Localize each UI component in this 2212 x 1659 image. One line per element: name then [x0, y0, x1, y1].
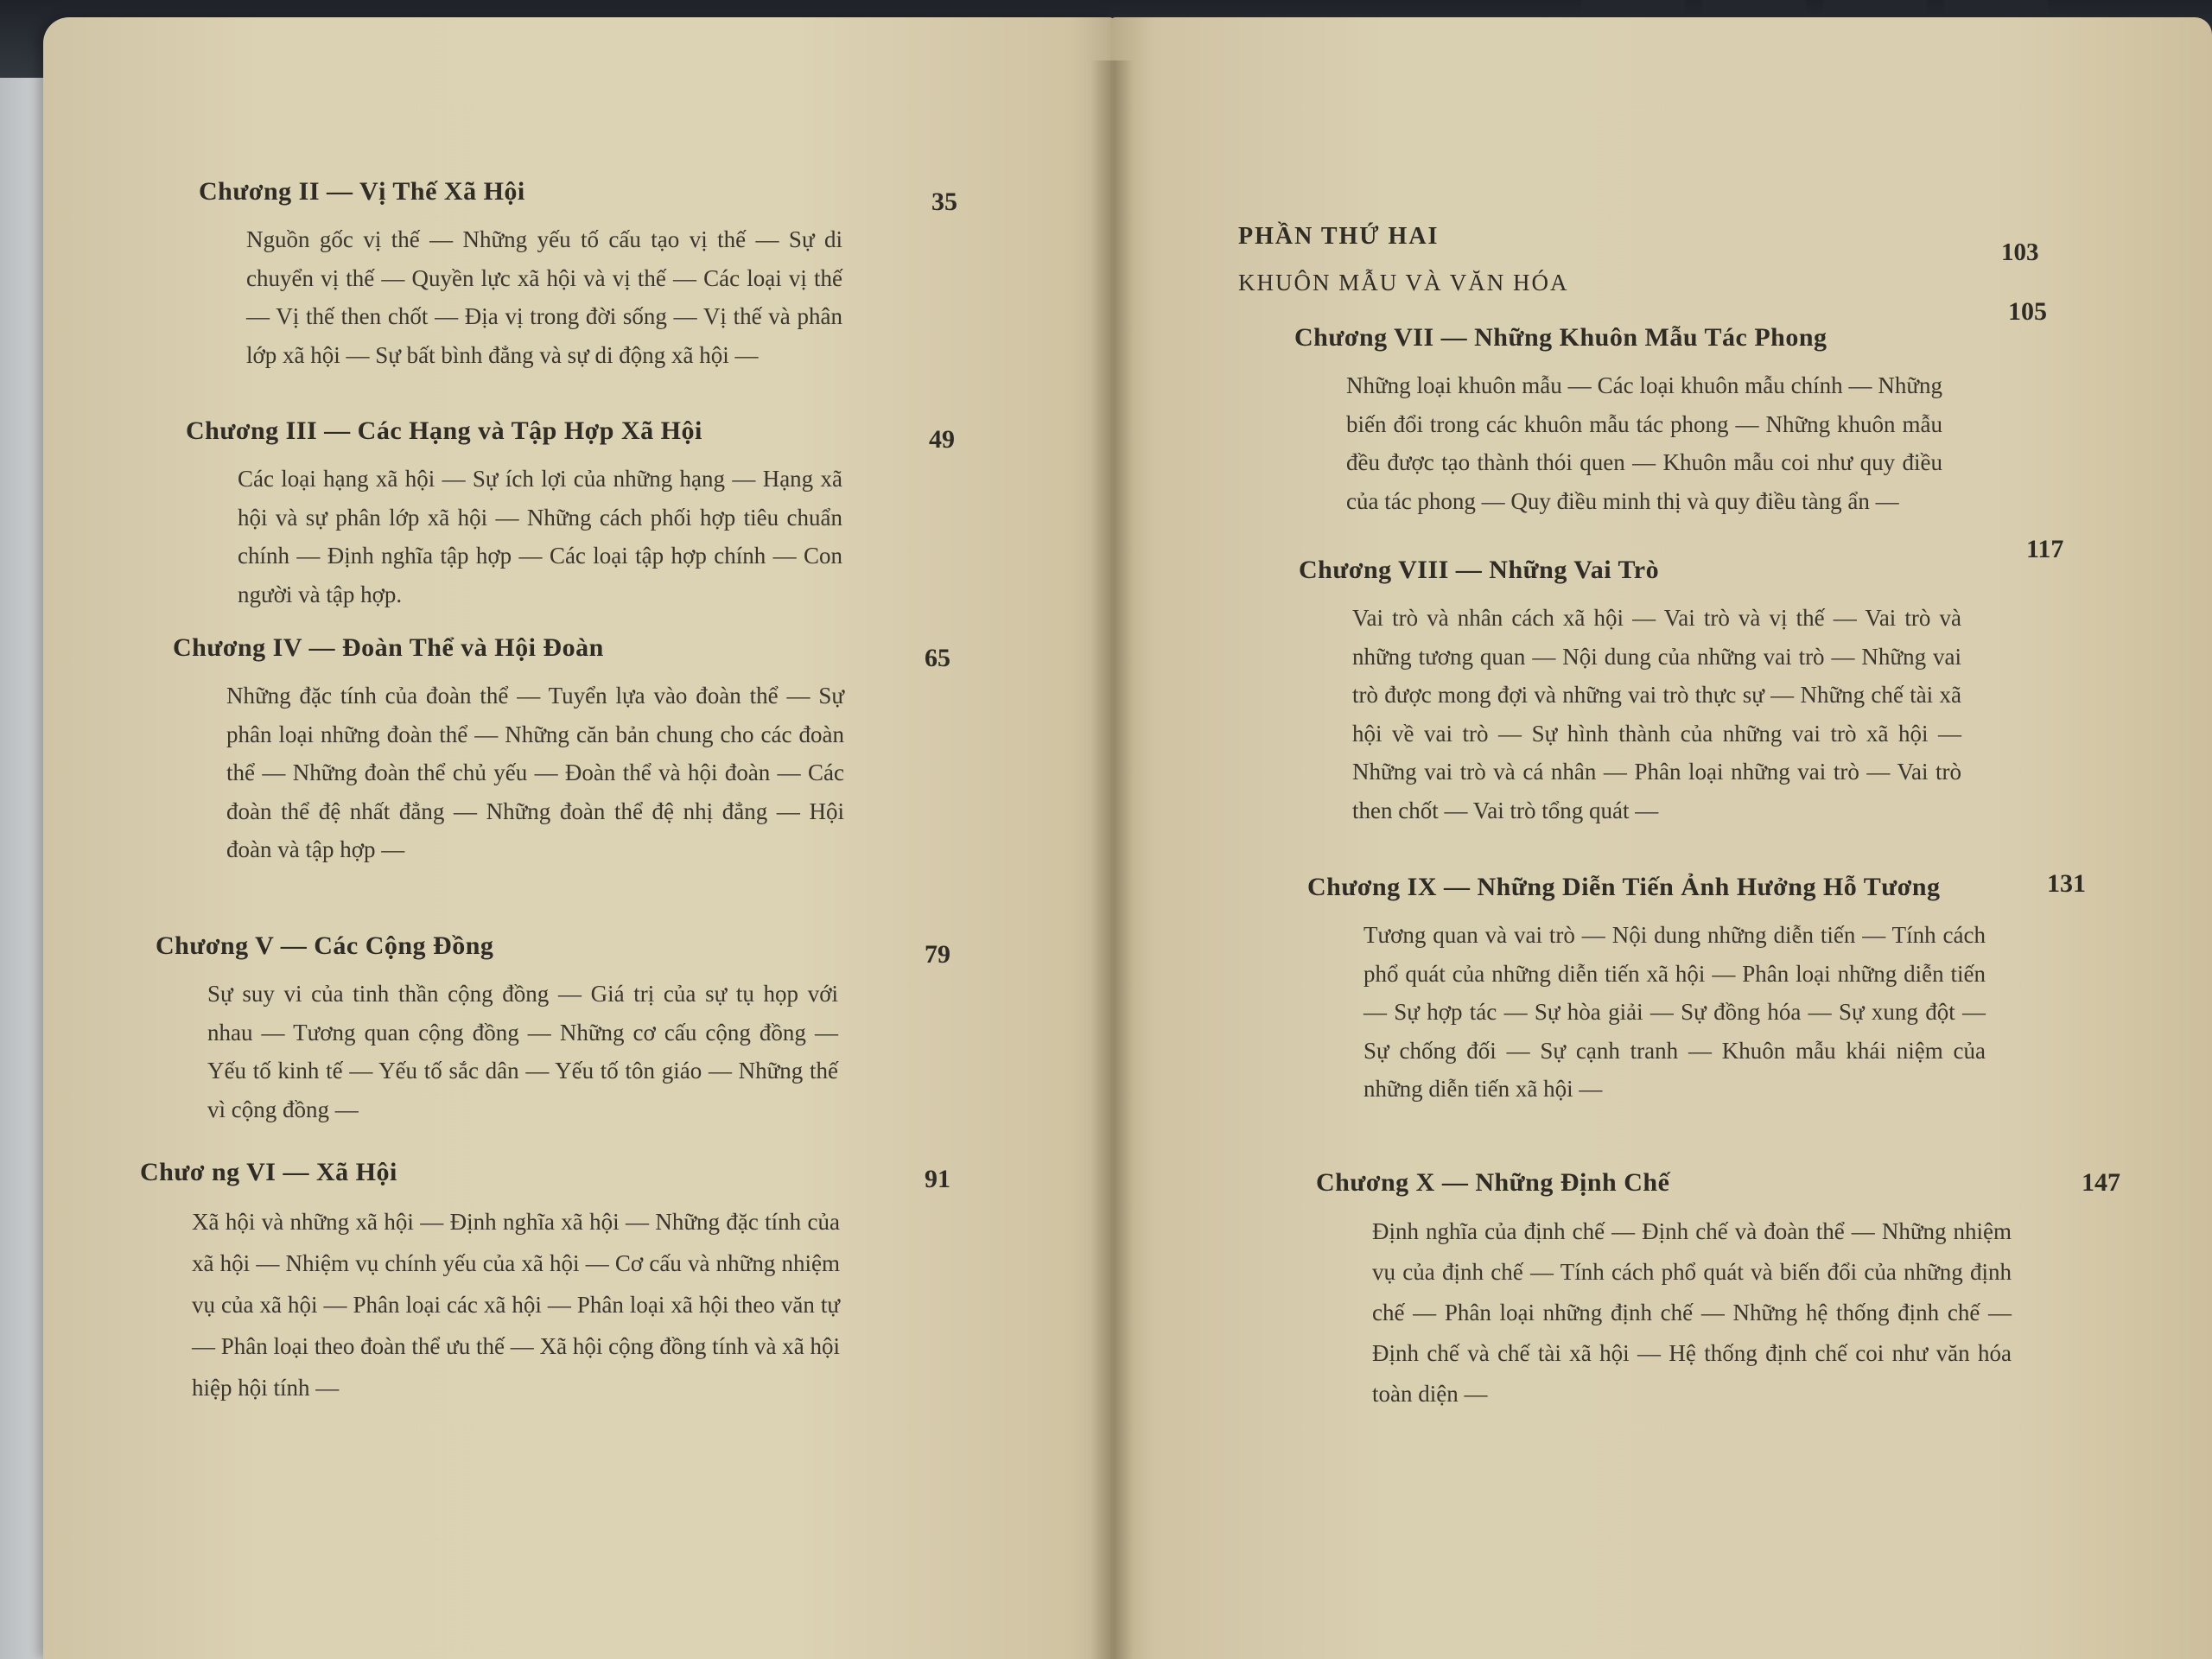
chapter-page-number: 91 [925, 1165, 950, 1193]
chapter-title: Chương VII — Những Khuôn Mẫu Tác Phong [1294, 323, 1827, 352]
chapter-page-number: 105 [2008, 297, 2047, 326]
chapter-page-number: 117 [2026, 535, 2064, 563]
chapter-title: Chương V — Các Cộng Đồng [156, 931, 494, 960]
chapter-title: Chương VIII — Những Vai Trò [1299, 556, 1660, 584]
book-gutter [1090, 60, 1134, 1659]
chapter-description: Định nghĩa của định chế — Định chế và đoàn thể — Những nhiệm vụ của định chế — Tính cách phổ quát và biến đổi của những định chế — Phân loại những định chế — Những hệ thống định chế — Định chế và chế tài xã hội — Hệ thống định chế coi như văn hóa toàn diện — [1372, 1218, 2012, 1407]
chapter-title: Chương IX — Những Diễn Tiến Ảnh Hưởng Hỗ Tương [1307, 873, 1941, 901]
chapter-description: Xã hội và những xã hội — Định nghĩa xã hội — Những đặc tính của xã hội — Nhiệm vụ chính yếu của xã hội — Cơ cấu và những nhiệm vụ của xã hội — Phân loại các xã hội — Phân loại xã hội theo văn tự — Phân loại theo đoàn thể ưu thế — Xã hội cộng đồng tính và xã hội hiệp hội tính — [192, 1209, 840, 1401]
chapter-page-number: 49 [929, 425, 955, 454]
chapter-page-number: 131 [2047, 869, 2086, 898]
chapter-title: Chương IV — Đoàn Thể và Hội Đoàn [173, 633, 604, 662]
chapter-page-number: 65 [925, 644, 950, 672]
chapter-title: Chươ ng VI — Xã Hội [140, 1158, 397, 1186]
part-page-number: 103 [2001, 238, 2039, 266]
chapter-description: Sự suy vi của tinh thần cộng đồng — Giá trị của sự tụ họp với nhau — Tương quan cộng đồng — Những cơ cấu cộng đồng — Yếu tố kinh tế — Yếu tố sắc dân — Yếu tố tôn giáo — Những thế vì cộng đồng — [207, 981, 838, 1122]
chapter-page-number: 35 [931, 188, 957, 216]
chapter-title: Chương X — Những Định Chế [1316, 1168, 1670, 1197]
chapter-description: Vai trò và nhân cách xã hội — Vai trò và vị thế — Vai trò và những tương quan — Nội dung của những vai trò — Những vai trò được mong đợi và những vai trò thực sự — Những chế tài xã hội về vai trò — Sự hình thành của những vai trò xã hội — Những vai trò và cá nhân — Phân loại những vai trò — Vai trò then chốt — Vai trò tổng quát — [1352, 605, 1961, 823]
chapter-title: Chương II — Vị Thế Xã Hội [199, 177, 525, 206]
chapter-page-number: 147 [2082, 1168, 2120, 1197]
chapter-description: Những loại khuôn mẫu — Các loại khuôn mẫu chính — Những biến đổi trong các khuôn mẫu tác phong — Những khuôn mẫu đều được tạo thành thói quen — Khuôn mẫu coi như quy điều của tác phong — Quy điều minh thị và quy điều tàng ẩn — [1346, 372, 1942, 514]
part-label: PHẦN THỨ HAI [1238, 223, 1440, 250]
chapter-title: Chương III — Các Hạng và Tập Hợp Xã Hội [186, 416, 702, 445]
chapter-description: Những đặc tính của đoàn thể — Tuyển lựa vào đoàn thể — Sự phân loại những đoàn thể — Những căn bản chung cho các đoàn thể — Những đoàn thể chủ yếu — Đoàn thể và hội đoàn — Các đoàn thể đệ nhất đẳng — Những đoàn thể đệ nhị đẳng — Hội đoàn và tập hợp — [226, 683, 844, 862]
chapter-description: Tương quan và vai trò — Nội dung những diễn tiến — Tính cách phổ quát của những diễn tiến xã hội — Phân loại những diễn tiến — Sự hợp tác — Sự hòa giải — Sự đồng hóa — Sự xung đột — Sự chống đối — Sự cạnh tranh — Khuôn mẫu khái niệm của những diễn tiến xã hội — [1363, 922, 1986, 1102]
chapter-page-number: 79 [925, 940, 950, 969]
part-title: KHUÔN MẪU VÀ VĂN HÓA [1238, 270, 1569, 296]
chapter-description: Các loại hạng xã hội — Sự ích lợi của những hạng — Hạng xã hội và sự phân lớp xã hội — Những cách phối hợp tiêu chuẩn chính — Định nghĩa tập hợp — Các loại tập hợp chính — Con người và tập hợp. [238, 466, 842, 607]
chapter-description: Nguồn gốc vị thế — Những yếu tố cấu tạo vị thế — Sự di chuyển vị thế — Quyền lực xã hội và vị thế — Các loại vị thế — Vị thế then chốt — Địa vị trong đời sống — Vị thế và phân lớp xã hội — Sự bất bình đẳng và sự di động xã hội — [246, 226, 842, 368]
